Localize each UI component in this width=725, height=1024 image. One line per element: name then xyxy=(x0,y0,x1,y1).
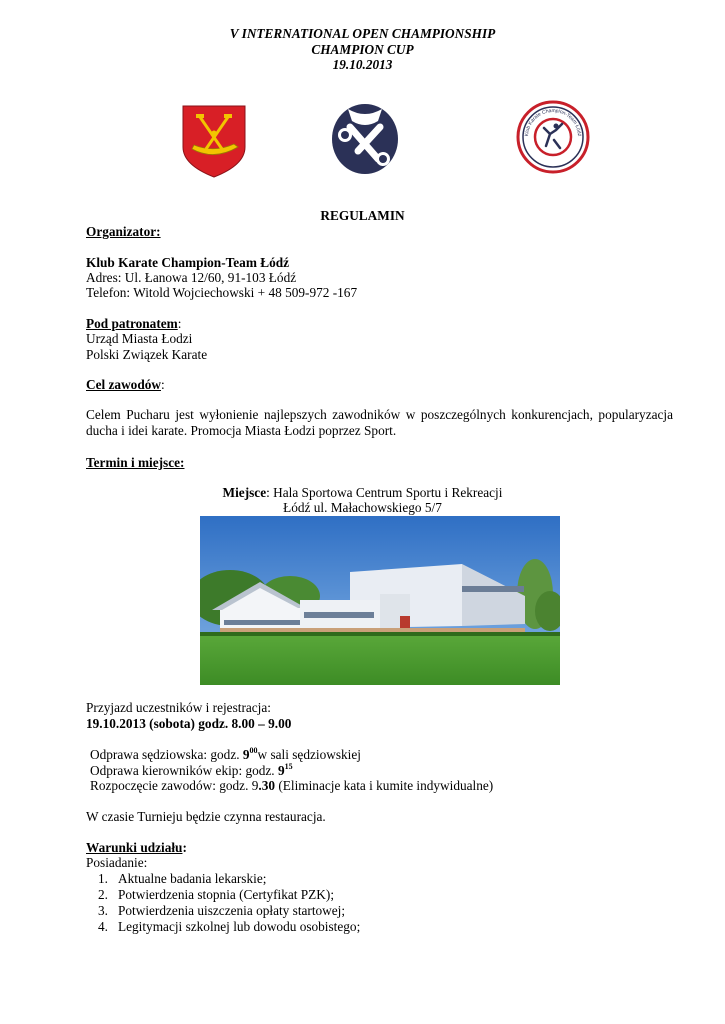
referees-hour: 9 xyxy=(242,747,250,762)
patronage-heading-text: Pod patronatem xyxy=(86,316,178,331)
conditions-heading-text: Warunki udziału xyxy=(86,840,183,855)
restaurant-note: W czasie Turnieju będzie czynna restauracja. xyxy=(86,809,326,824)
karate-fighter-logo-icon xyxy=(328,101,402,177)
coaches-hour: 9 xyxy=(277,763,285,778)
organizer-name: Klub Karate Champion-Team Łódź xyxy=(86,255,290,270)
organizer-phone: Telefon: Witold Wojciechowski + 48 509-972 -167 xyxy=(86,285,358,300)
list-item xyxy=(86,871,266,887)
goal-heading-text: Cel zawodów xyxy=(86,377,161,392)
conditions-intro: Posiadanie: xyxy=(86,855,148,870)
list-number: 2. xyxy=(98,887,108,902)
conditions-colon: : xyxy=(182,840,187,855)
goal-text: Celem Pucharu jest wyłonienie najlepszych zawodników w poszczególnych konkurencjach, popularyzacja ducha i idei karate. Promocja Miasta Łodzi poprzez Sport. xyxy=(86,407,673,438)
organizer-address: Adres: Ul. Łanowa 12/60, 91-103 Łódź xyxy=(86,270,297,285)
list-text: Potwierdzenia stopnia (Certyfikat PZK); xyxy=(118,887,335,902)
patronage-colon: : xyxy=(177,316,182,331)
goal-colon: : xyxy=(160,377,165,392)
patronage-item: Urząd Miasta Łodzi xyxy=(86,331,193,346)
organizer-heading: Organizator: xyxy=(86,224,161,239)
arrival-date-time: 19.10.2013 (sobota) godz. 8.00 – 9.00 xyxy=(86,716,292,731)
right-logo-text: Klub Karate Champion-Team Łódź xyxy=(523,107,583,137)
start-events: (Eliminacje kata i kumite indywidualne) xyxy=(275,778,494,793)
start-text: Rozpoczęcie zawodów: godz. 9 xyxy=(90,778,259,793)
referees-briefing xyxy=(90,747,361,763)
header-title xyxy=(0,26,725,73)
venue-heading: Termin i miejsce: xyxy=(86,455,185,470)
venue-place-label: Miejsce xyxy=(222,485,267,500)
referees-room: w sali sędziowskiej xyxy=(257,747,361,762)
coaches-min: 15 xyxy=(284,761,293,771)
arrival-label: Przyjazd uczestników i rejestracja: xyxy=(86,700,271,715)
lodz-coat-of-arms-icon xyxy=(180,103,248,179)
list-number: 4. xyxy=(98,919,108,934)
list-item xyxy=(86,903,345,919)
coaches-text: Odprawa kierowników ekip: godz. xyxy=(90,763,278,778)
list-item xyxy=(86,919,360,935)
list-text: Aktualne badania lekarskie; xyxy=(118,871,267,886)
venue-place-text: : Hala Sportowa Centrum Sportu i Rekreacji xyxy=(266,485,503,500)
list-number: 3. xyxy=(98,903,108,918)
referees-min: 00 xyxy=(249,745,258,755)
list-text: Legitymacji szkolnej lub dowodu osobistego; xyxy=(118,919,361,934)
coaches-briefing xyxy=(90,763,293,779)
sports-hall-photo xyxy=(200,516,560,685)
header-line-2: CHAMPION CUP xyxy=(311,41,414,57)
document-title: REGULAMIN xyxy=(320,208,405,223)
list-number: 1. xyxy=(98,871,108,886)
patronage-item: Polski Związek Karate xyxy=(86,347,208,362)
header-line-3: 19.10.2013 xyxy=(332,57,393,72)
start-minutes: .30 xyxy=(258,778,275,793)
conditions-heading xyxy=(86,840,187,856)
competition-start xyxy=(90,778,493,794)
list-text: Potwierdzenia uiszczenia opłaty startowej; xyxy=(118,903,346,918)
venue-address: Łódź ul. Małachowskiego 5/7 xyxy=(283,500,442,515)
venue-place xyxy=(0,485,725,501)
header-line-1: V INTERNATIONAL OPEN CHAMPIONSHIP xyxy=(229,26,496,41)
goal-heading xyxy=(86,377,165,393)
list-item xyxy=(86,887,334,903)
referees-text: Odprawa sędziowska: godz. xyxy=(90,747,243,762)
patronage-heading xyxy=(86,316,181,332)
klub-karate-champion-team-logo-icon xyxy=(516,100,590,174)
